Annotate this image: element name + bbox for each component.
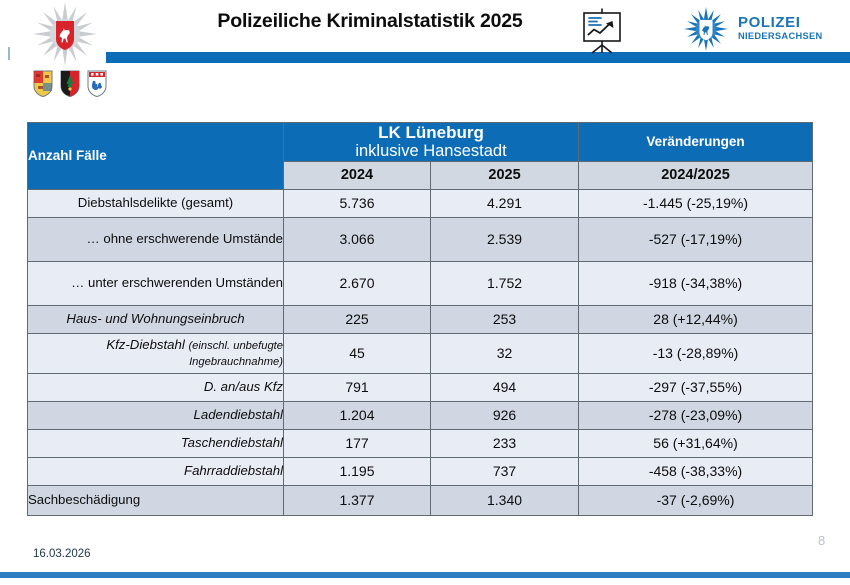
table-body (28, 189, 813, 515)
row-label (28, 373, 284, 401)
header-veraenderungen: Veränderungen (579, 123, 813, 162)
row-label-note: (einschl. unbefugte Ingebrauchnahme) (188, 339, 283, 368)
header-lk-sub: inklusive Hansestadt (355, 142, 507, 161)
cell-change: -278 (-23,09%) (579, 401, 813, 429)
header-year-2025: 2025 (431, 161, 579, 189)
polizei-niedersachsen-logo (676, 6, 844, 52)
row-label (28, 401, 284, 429)
table-row (28, 189, 813, 217)
cell-change: -297 (-37,55%) (579, 373, 813, 401)
table-row (28, 333, 813, 373)
coat-of-arms-town-icon (60, 70, 80, 97)
cell-2025: 737 (431, 457, 579, 485)
row-label-text: Haus- und Wohnungseinbruch (66, 311, 245, 327)
row-label (28, 189, 284, 217)
coat-of-arms-lions-icon (87, 70, 107, 97)
table-header-row-top (28, 123, 813, 162)
header-left-tick (8, 47, 10, 60)
row-label-text: Taschendiebstahl (180, 435, 283, 451)
footer-accent-bar (0, 572, 850, 578)
header-anzahl-faelle: Anzahl Fälle (28, 123, 284, 190)
header-year-2024: 2024 (284, 161, 431, 189)
row-label (28, 429, 284, 457)
row-label (28, 485, 284, 515)
cell-2024: 5.736 (284, 189, 431, 217)
cell-change: -527 (-17,19%) (579, 217, 813, 261)
presentation-chart-icon (577, 7, 627, 55)
cell-2025: 233 (431, 429, 579, 457)
table-row (28, 485, 813, 515)
row-label-text: Fahrraddiebstahl (184, 463, 283, 479)
row-label (28, 457, 284, 485)
header-lk-lueneburg (284, 123, 579, 162)
cell-2024: 3.066 (284, 217, 431, 261)
table-row (28, 305, 813, 333)
cell-2025: 926 (431, 401, 579, 429)
cell-change: 28 (+12,44%) (579, 305, 813, 333)
row-label (28, 333, 284, 373)
cell-change: -458 (-38,33%) (579, 457, 813, 485)
table-row (28, 429, 813, 457)
cell-2025: 4.291 (431, 189, 579, 217)
footer-date: 16.03.2026 (33, 548, 91, 560)
row-label (28, 305, 284, 333)
cell-2025: 1.752 (431, 261, 579, 305)
logo-sub-text: NIEDERSACHSEN (738, 31, 823, 41)
logo-main-text: POLIZEI (738, 14, 801, 31)
cell-2024: 225 (284, 305, 431, 333)
cell-2024: 45 (284, 333, 431, 373)
table-header (28, 123, 813, 190)
row-label-text: D. an/aus Kfz (203, 379, 283, 395)
footer-page-number: 8 (818, 533, 826, 548)
row-label-text: Kfz-Diebstahl (106, 336, 185, 352)
cell-2024: 1.195 (284, 457, 431, 485)
table-row (28, 261, 813, 305)
table-row (28, 373, 813, 401)
header-lk-main: LK Lüneburg (378, 123, 484, 142)
coat-of-arms-oldenburg-icon (33, 70, 53, 97)
police-star-badge-icon (28, 2, 102, 68)
cell-change: -918 (-34,38%) (579, 261, 813, 305)
cell-change: 56 (+31,64%) (579, 429, 813, 457)
header-accent-bar (106, 52, 850, 63)
page-title: Polizeiliche Kriminalstatistik 2025 (217, 10, 523, 32)
row-label (28, 217, 284, 261)
cell-2024: 2.670 (284, 261, 431, 305)
header-period-2024-2025: 2024/2025 (579, 161, 813, 189)
table-row (28, 401, 813, 429)
statistics-table-wrapper (27, 122, 812, 516)
row-label (28, 261, 284, 305)
row-label-text: … ohne erschwerende Umstände (86, 231, 283, 247)
cell-change: -13 (-28,89%) (579, 333, 813, 373)
cell-2025: 32 (431, 333, 579, 373)
cell-change: -37 (-2,69%) (579, 485, 813, 515)
cell-2025: 2.539 (431, 217, 579, 261)
cell-2025: 253 (431, 305, 579, 333)
row-label-text: Ladendiebstahl (193, 407, 283, 423)
cell-2024: 1.204 (284, 401, 431, 429)
cell-2025: 1.340 (431, 485, 579, 515)
row-label-text: Diebstahlsdelikte (gesamt) (77, 195, 234, 211)
cell-change: -1.445 (-25,19%) (579, 189, 813, 217)
cell-2024: 1.377 (284, 485, 431, 515)
cell-2024: 177 (284, 429, 431, 457)
table-row (28, 457, 813, 485)
police-star-blue-icon (676, 6, 735, 52)
cell-2024: 791 (284, 373, 431, 401)
row-label-text: … unter erschwerenden Umständen (71, 275, 283, 291)
heraldic-shields-group (33, 70, 109, 100)
cell-2025: 494 (431, 373, 579, 401)
row-label-text: Sachbeschädigung (28, 492, 141, 508)
table-row (28, 217, 813, 261)
crime-statistics-table (27, 122, 813, 516)
